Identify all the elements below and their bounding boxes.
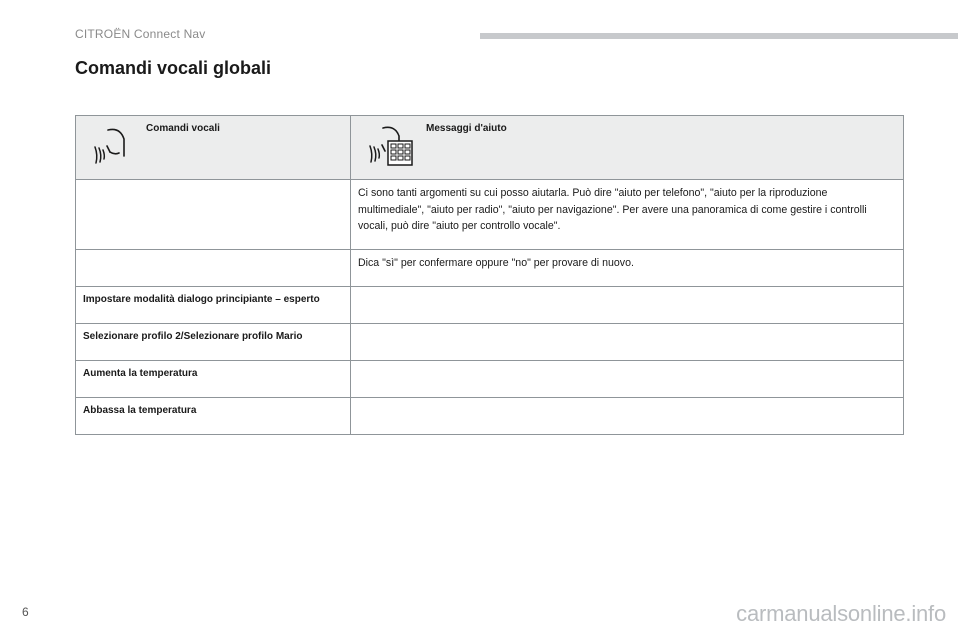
command-cell: Aumenta la temperatura: [76, 361, 351, 398]
help-cell: Dica "sì" per confermare oppure "no" per provare di nuovo.: [351, 250, 904, 287]
voice-commands-table: [75, 115, 904, 435]
page-title: Comandi vocali globali: [75, 58, 272, 78]
header-cell-commands: [76, 116, 351, 180]
command-cell: [76, 250, 351, 287]
voice-command-icon: [94, 125, 128, 165]
command-cell: Impostare modalità dialogo principiante – esperto: [76, 287, 351, 324]
header-divider-bar: [480, 33, 958, 39]
command-cell: [76, 180, 351, 250]
command-cell: Selezionare profilo 2/Selezionare profilo Mario: [76, 324, 351, 361]
watermark: carmanualsonline.info: [736, 601, 946, 626]
command-cell: Abbassa la temperatura: [76, 398, 351, 435]
page-number: 6: [22, 605, 29, 619]
help-cell: [351, 324, 904, 361]
help-cell: [351, 361, 904, 398]
table-row: [76, 250, 904, 287]
voice-help-icon: [369, 124, 413, 166]
header-brand: CITROËN Connect Nav: [75, 27, 206, 41]
table-row: [76, 180, 904, 250]
help-cell: [351, 398, 904, 435]
col-help-label: Messaggi d'aiuto: [426, 123, 507, 134]
table-row: [76, 324, 904, 361]
table-header-row: [76, 116, 904, 180]
help-cell: Ci sono tanti argomenti su cui posso aiutarla. Può dire "aiuto per telefono", "aiuto per la riproduzione multimediale", "aiuto per radio", "aiuto per navigazione". Per avere una panoramica di come gestire i controlli vocali, può dire "aiuto per controllo vocale".: [351, 180, 904, 250]
header-cell-help: [351, 116, 904, 180]
table-row: [76, 361, 904, 398]
table-row: [76, 287, 904, 324]
help-cell: [351, 287, 904, 324]
table-row: [76, 398, 904, 435]
col-commands-label: Comandi vocali: [146, 123, 220, 134]
